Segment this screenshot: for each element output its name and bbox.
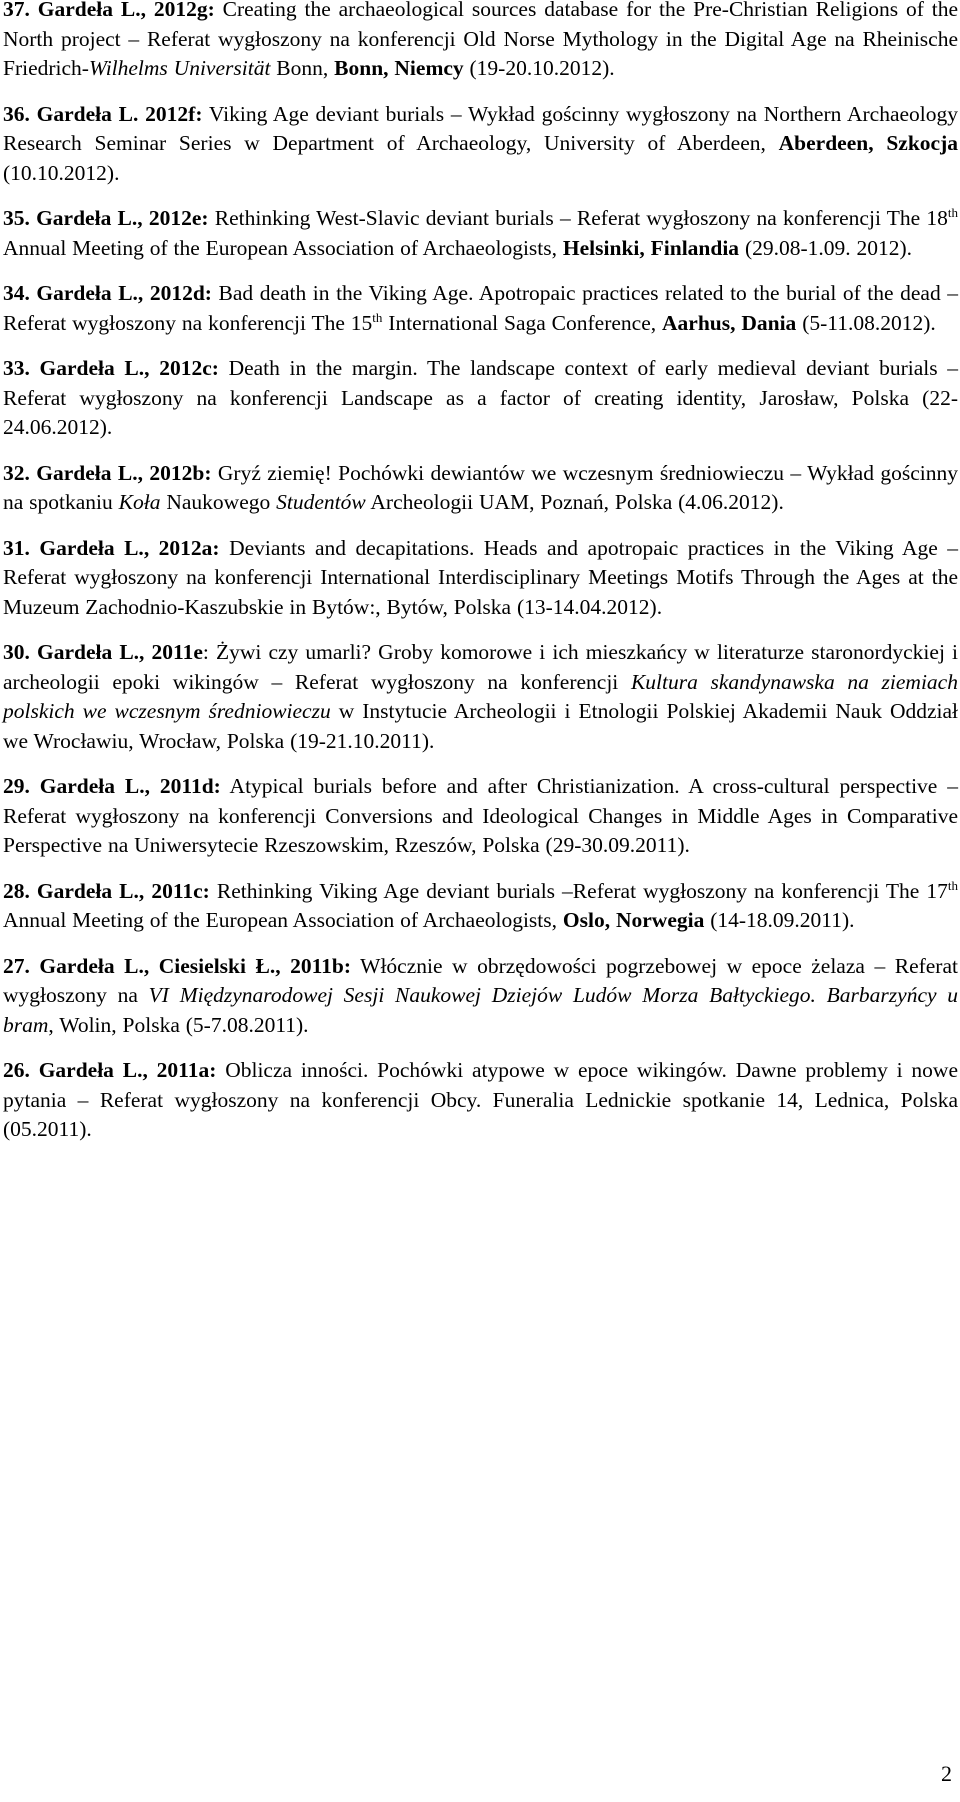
entry-number-author: 37. Gardeła L. (3, 0, 141, 21)
entry-text: Oblicza inności. Pochówki atypowe w epoce wikingów. Dawne problemy i nowe pytania – Referat wygłoszony na konferencji Obcy. Funeralia Lednickie spotkanie 14, Lednica, Polska (05.2011). (3, 1058, 958, 1141)
entry-number-author: 28. Gardeła L. (3, 878, 139, 903)
document-body (3, 0, 958, 1145)
entry-text: Aarhus, Dania (662, 310, 797, 335)
entry-text: , 2012d: (137, 281, 219, 305)
ordinal-suffix: th (947, 877, 958, 893)
reference-entry-29 (3, 772, 958, 861)
entry-text: (29.08-1.09. 2012). (739, 235, 913, 260)
entry-number-author: 34. Gardeła L. (3, 281, 138, 305)
entry-number-author: 26. Gardeła L. (3, 1058, 143, 1082)
reference-entry-30 (3, 638, 958, 756)
reference-entry-36 (3, 100, 958, 189)
entry-number-author: 35. Gardeła L. (3, 206, 138, 230)
entry-number-author: 32. Gardeła L. (3, 460, 138, 485)
entry-text: , Wolin, Polska (5-7.08.2011). (48, 1012, 309, 1037)
entry-text: , Ciesielski Ł. (143, 953, 276, 978)
entry-text: Annual Meeting of the European Association of Archaeologists, (3, 908, 563, 932)
entry-text: Włócznie w obrzędowości pogrzebowej w epoce żelaza – Referat wygłoszony na (3, 953, 958, 1007)
entry-text: Bonn, Niemcy (334, 56, 464, 80)
reference-entry-33 (3, 354, 958, 443)
entry-text: , 2012a: (143, 535, 230, 560)
ordinal-suffix: th (947, 204, 958, 220)
entry-text: Deviants and decapitations. Heads and apotropaic practices in the Viking Age – Referat wygłoszony na konferencji International Interdisciplinary Meetings Motifs Through the Ages at the Muzeum Zachodnio-Kaszubskie in Bytów:, Bytów, Polska (13-14.04.2012). (3, 535, 958, 619)
entry-text: w Instytucie Archeologii i Etnologii Polskiej Akademii Nauk Oddział we Wrocławiu, Wrocław, Polska (19-21.10.2011). (3, 699, 958, 753)
entry-text: : Żywi czy umarli? Groby komorowe i ich mieszkańcy w literaturze staronordyckiej i archeologii epoki wikingów – Referat wygłoszony na konferencji (3, 640, 958, 694)
entry-text: , 2012b: (137, 460, 218, 485)
entry-number-author: 29. Gardeła L. (3, 774, 145, 798)
entry-text: Kultura skandynawska na ziemiach polskich we wczesnym średniowieczu (3, 669, 958, 723)
page-number: 2 (941, 1761, 952, 1786)
entry-text: VI Międzynarodowej Sesji Naukowej Dziejów Ludów Morza Bałtyckiego. Barbarzyńcy u bram (3, 983, 959, 1037)
entry-text: , 2012e: (137, 206, 215, 230)
entry-text: , 2012c: (144, 356, 229, 380)
reference-entry-34 (3, 279, 958, 338)
ordinal-suffix: th (372, 309, 383, 325)
reference-entry-37 (3, 0, 958, 84)
entry-text: Death in the margin. The landscape context of early medieval deviant burials – Referat wygłoszony na konferencji Landscape as a factor of creating identity, Jarosław, Polska (22-24.06.2012). (3, 356, 958, 439)
entry-text: Annual Meeting of the European Association of Archaeologists, (3, 235, 563, 260)
entry-text: Aberdeen, Szkocja (778, 131, 958, 155)
entry-text: Gryź ziemię! Pochówki dewiantów we wczesnym średniowieczu – Wykład gościnny na spotkaniu (3, 460, 958, 514)
entry-text: (14-18.09.2011). (704, 908, 855, 932)
reference-entry-27 (3, 952, 958, 1041)
entry-text: , 2011b: (275, 953, 352, 978)
entry-text: (5-11.08.2012). (796, 310, 936, 335)
reference-entry-31 (3, 534, 958, 623)
reference-entry-26 (3, 1056, 958, 1145)
entry-number-author: 36. Gardeła L. 2012f: (3, 101, 203, 126)
entry-text: , 2011e (139, 640, 203, 664)
entry-text: Rethinking Viking Age deviant burials –Referat wygłoszony na konferencji The 17 (209, 878, 948, 903)
reference-entry-35 (3, 204, 958, 263)
entry-number-author: 33. Gardeła L. (3, 356, 145, 380)
entry-text: Creating the archaeological sources database for the Pre-Christian Religions of the North project – Referat wygłoszony na konferencji Old Norse Mythology in the Digital Age na Rheinische Friedrich- (3, 0, 958, 80)
entry-text: , 2012g: (140, 0, 223, 21)
entry-text: Wilhelms Universität (88, 56, 271, 80)
entry-text: Naukowego (160, 490, 277, 514)
entry-text: , 2011d: (144, 774, 221, 798)
entry-number-author: 31. Gardeła L. (3, 535, 144, 560)
entry-text: , 2011a: (142, 1058, 217, 1082)
entry-text: Oslo, Norwegia (562, 908, 705, 932)
entry-text: Helsinki, Finlandia (562, 235, 740, 260)
entry-text: (10.10.2012). (3, 160, 120, 185)
entry-text: Bad death in the Viking Age. Apotropaic practices related to the burial of the dead – Referat wygłoszony na konferencji The 15 (3, 281, 958, 335)
entry-text: Atypical burials before and after Christianization. A cross-cultural perspective – Referat wygłoszony na konferencji Conversions and Ideological Changes in Middle Ages in Comparative Perspective na Uniwersytecie Rzeszowskim, Rzeszów, Polska (29-30.09.2011). (3, 774, 958, 857)
entry-text: International Saga Conference, (382, 310, 662, 335)
reference-entry-28 (3, 877, 958, 936)
entry-number-author: 27. Gardeła L. (3, 953, 144, 978)
entry-text: Archeologii UAM, Poznań, Polska (4.06.2012). (365, 490, 784, 514)
entry-text: Studentów (276, 490, 366, 514)
entry-number-author: 30. Gardeła L. (3, 640, 140, 664)
entry-text: Rethinking West-Slavic deviant burials – Referat wygłoszony na konferencji The 18 (214, 206, 948, 230)
reference-entry-32 (3, 459, 958, 518)
entry-text: (19-20.10.2012). (463, 56, 615, 80)
entry-text: Bonn, (270, 56, 335, 80)
entry-text: Viking Age deviant burials – Wykład gościnny wygłoszony na Northern Archaeology Research Seminar Series w Department of Archaeology, University of Aberdeen, (3, 101, 958, 155)
entry-text: , 2011c: (138, 878, 210, 903)
entry-text: Koła (118, 490, 161, 514)
